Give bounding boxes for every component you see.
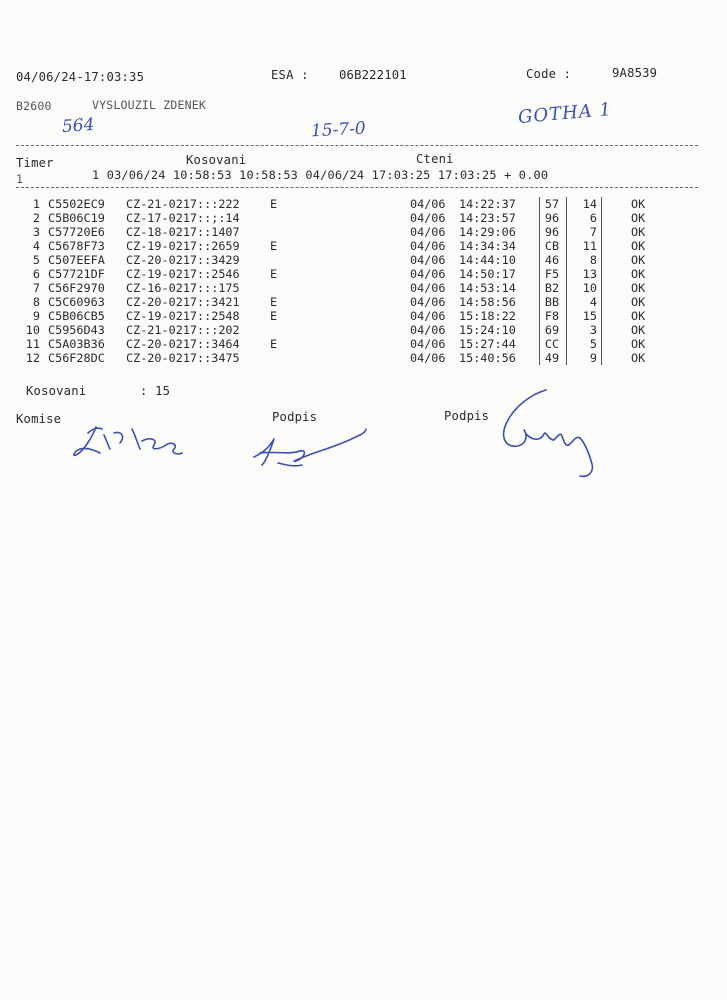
table-row: [0, 281, 727, 295]
ring-code: CZ-21-0217:::222: [126, 197, 240, 211]
komise-signature: [70, 415, 190, 460]
podpis-signature-1: [248, 425, 378, 473]
row-index: 5: [32, 253, 40, 267]
chip-id: C5C60963: [48, 295, 105, 309]
arrival-time: 14:58:56: [459, 295, 516, 309]
status: OK: [631, 295, 646, 309]
chip-id: C57721DF: [48, 267, 105, 281]
column-separator: [566, 197, 567, 365]
chip-id: C5502EC9: [48, 197, 105, 211]
row-index: 12: [25, 351, 40, 365]
chip-id: C56F2970: [48, 281, 105, 295]
table-row: [0, 225, 727, 239]
status: OK: [631, 211, 646, 225]
ring-code: CZ-20-0217::3429: [126, 253, 240, 267]
ring-code: CZ-16-0217:::175: [126, 281, 240, 295]
ring-code: CZ-20-0217::3475: [126, 351, 240, 365]
position: 3: [589, 323, 597, 337]
check-code: BB: [544, 295, 560, 309]
position: 13: [582, 267, 597, 281]
print-datetime: 04/06/24-17:03:35: [16, 70, 145, 84]
podpis-label-2: Podpis: [444, 409, 490, 423]
arrival-time: 14:23:57: [459, 211, 516, 225]
table-row: [0, 211, 727, 225]
status: OK: [631, 351, 646, 365]
podpis-label-1: Podpis: [272, 410, 318, 424]
flag: E: [270, 309, 278, 323]
position: 14: [582, 197, 597, 211]
ring-code: CZ-18-0217::1407: [126, 225, 240, 239]
arrival-time: 15:18:22: [459, 309, 516, 323]
chip-id: C5678F73: [48, 239, 105, 253]
arrival-time: 14:29:06: [459, 225, 516, 239]
arrival-date: 04/06: [410, 239, 446, 253]
check-code: 46: [544, 253, 560, 267]
row-index: 2: [32, 211, 40, 225]
chip-id: C56F28DC: [48, 351, 105, 365]
column-cteni: Cteni: [416, 152, 454, 166]
divider-middle: [16, 187, 698, 188]
ring-code: CZ-17-0217::;:14: [126, 211, 240, 225]
row-index: 6: [32, 267, 40, 281]
status: OK: [631, 267, 646, 281]
arrival-date: 04/06: [410, 225, 446, 239]
position: 6: [589, 211, 597, 225]
arrival-date: 04/06: [410, 323, 446, 337]
row-index: 1: [32, 197, 40, 211]
check-code: 69: [544, 323, 560, 337]
summary-label: Kosovani: [26, 384, 87, 398]
esa-value: 06B222101: [339, 68, 407, 82]
check-code: F5: [544, 267, 560, 281]
column-separator: [601, 197, 602, 365]
position: 10: [582, 281, 597, 295]
check-code: 96: [544, 225, 560, 239]
row-index: 7: [32, 281, 40, 295]
podpis-signature-2: [484, 384, 604, 479]
position: 8: [589, 253, 597, 267]
table-row: [0, 239, 727, 253]
column-kosovani: Kosovani: [186, 153, 247, 167]
timer-details: 1 03/06/24 10:58:53 10:58:53 04/06/24 17:03:25 17:03:25 + 0.00: [92, 168, 549, 182]
column-timer: Timer: [16, 156, 54, 170]
flag: E: [270, 267, 278, 281]
ring-code: CZ-19-0217::2548: [126, 309, 240, 323]
table-row: [0, 351, 727, 365]
arrival-date: 04/06: [410, 253, 446, 267]
check-code: 57: [544, 197, 560, 211]
chip-id: C5A03B36: [48, 337, 105, 351]
arrival-time: 14:50:17: [459, 267, 516, 281]
arrival-date: 04/06: [410, 211, 446, 225]
handwritten-place: GOTHA 1: [517, 98, 613, 129]
check-code: CB: [544, 239, 560, 253]
flag: E: [270, 295, 278, 309]
position: 9: [589, 351, 597, 365]
position: 15: [582, 309, 597, 323]
arrival-time: 15:27:44: [459, 337, 516, 351]
row-index: 10: [25, 323, 40, 337]
arrival-time: 14:44:10: [459, 253, 516, 267]
arrival-time: 15:24:10: [459, 323, 516, 337]
summary-value: : 15: [140, 384, 171, 398]
position: 7: [589, 225, 597, 239]
check-code: B2: [544, 281, 560, 295]
check-code: F8: [544, 309, 560, 323]
arrival-time: 14:53:14: [459, 281, 516, 295]
row-index: 3: [32, 225, 40, 239]
status: OK: [631, 281, 646, 295]
chip-id: C5B06CB5: [48, 309, 105, 323]
row-index: 4: [32, 239, 40, 253]
arrival-time: 15:40:56: [459, 351, 516, 365]
table-row: [0, 197, 727, 211]
chip-id: C5956D43: [48, 323, 105, 337]
flag: E: [270, 239, 278, 253]
arrival-date: 04/06: [410, 281, 446, 295]
arrival-date: 04/06: [410, 295, 446, 309]
table-row: [0, 337, 727, 351]
komise-label: Komise: [16, 412, 62, 426]
arrival-time: 14:22:37: [459, 197, 516, 211]
handwritten-code: 15-7-0: [310, 118, 367, 142]
owner-id: B2600: [16, 99, 52, 113]
row-index: 8: [32, 295, 40, 309]
owner-name: VYSLOUZIL ZDENEK: [92, 98, 206, 112]
table-row: [0, 253, 727, 267]
status: OK: [631, 253, 646, 267]
esa-label: ESA :: [271, 68, 309, 82]
status: OK: [631, 197, 646, 211]
arrival-date: 04/06: [410, 337, 446, 351]
ring-code: CZ-21-0217:::202: [126, 323, 240, 337]
status: OK: [631, 239, 646, 253]
table-row: [0, 309, 727, 323]
status: OK: [631, 323, 646, 337]
ring-code: CZ-20-0217::3464: [126, 337, 240, 351]
check-code: CC: [544, 337, 560, 351]
table-row: [0, 295, 727, 309]
ring-code: CZ-19-0217::2659: [126, 239, 240, 253]
arrival-date: 04/06: [410, 351, 446, 365]
table-row: [0, 267, 727, 281]
row-index: 11: [25, 337, 40, 351]
check-code: 96: [544, 211, 560, 225]
timer-number: 1: [16, 172, 24, 186]
position: 5: [589, 337, 597, 351]
ring-code: CZ-20-0217::3421: [126, 295, 240, 309]
position: 4: [589, 295, 597, 309]
chip-id: C5B06C19: [48, 211, 105, 225]
check-code: 49: [544, 351, 560, 365]
status: OK: [631, 337, 646, 351]
status: OK: [631, 309, 646, 323]
flag: E: [270, 197, 278, 211]
handwritten-number: 564: [61, 114, 96, 138]
row-index: 9: [32, 309, 40, 323]
column-separator: [539, 197, 540, 365]
status: OK: [631, 225, 646, 239]
chip-id: C507EEFA: [48, 253, 105, 267]
divider-top: [16, 145, 698, 146]
arrival-time: 14:34:34: [459, 239, 516, 253]
table-row: [0, 323, 727, 337]
arrival-date: 04/06: [410, 309, 446, 323]
code-value: 9A8539: [612, 66, 658, 80]
flag: E: [270, 337, 278, 351]
position: 11: [582, 239, 597, 253]
arrival-date: 04/06: [410, 197, 446, 211]
chip-id: C57720E6: [48, 225, 105, 239]
code-label: Code :: [526, 67, 572, 81]
arrival-date: 04/06: [410, 267, 446, 281]
ring-code: CZ-19-0217::2546: [126, 267, 240, 281]
